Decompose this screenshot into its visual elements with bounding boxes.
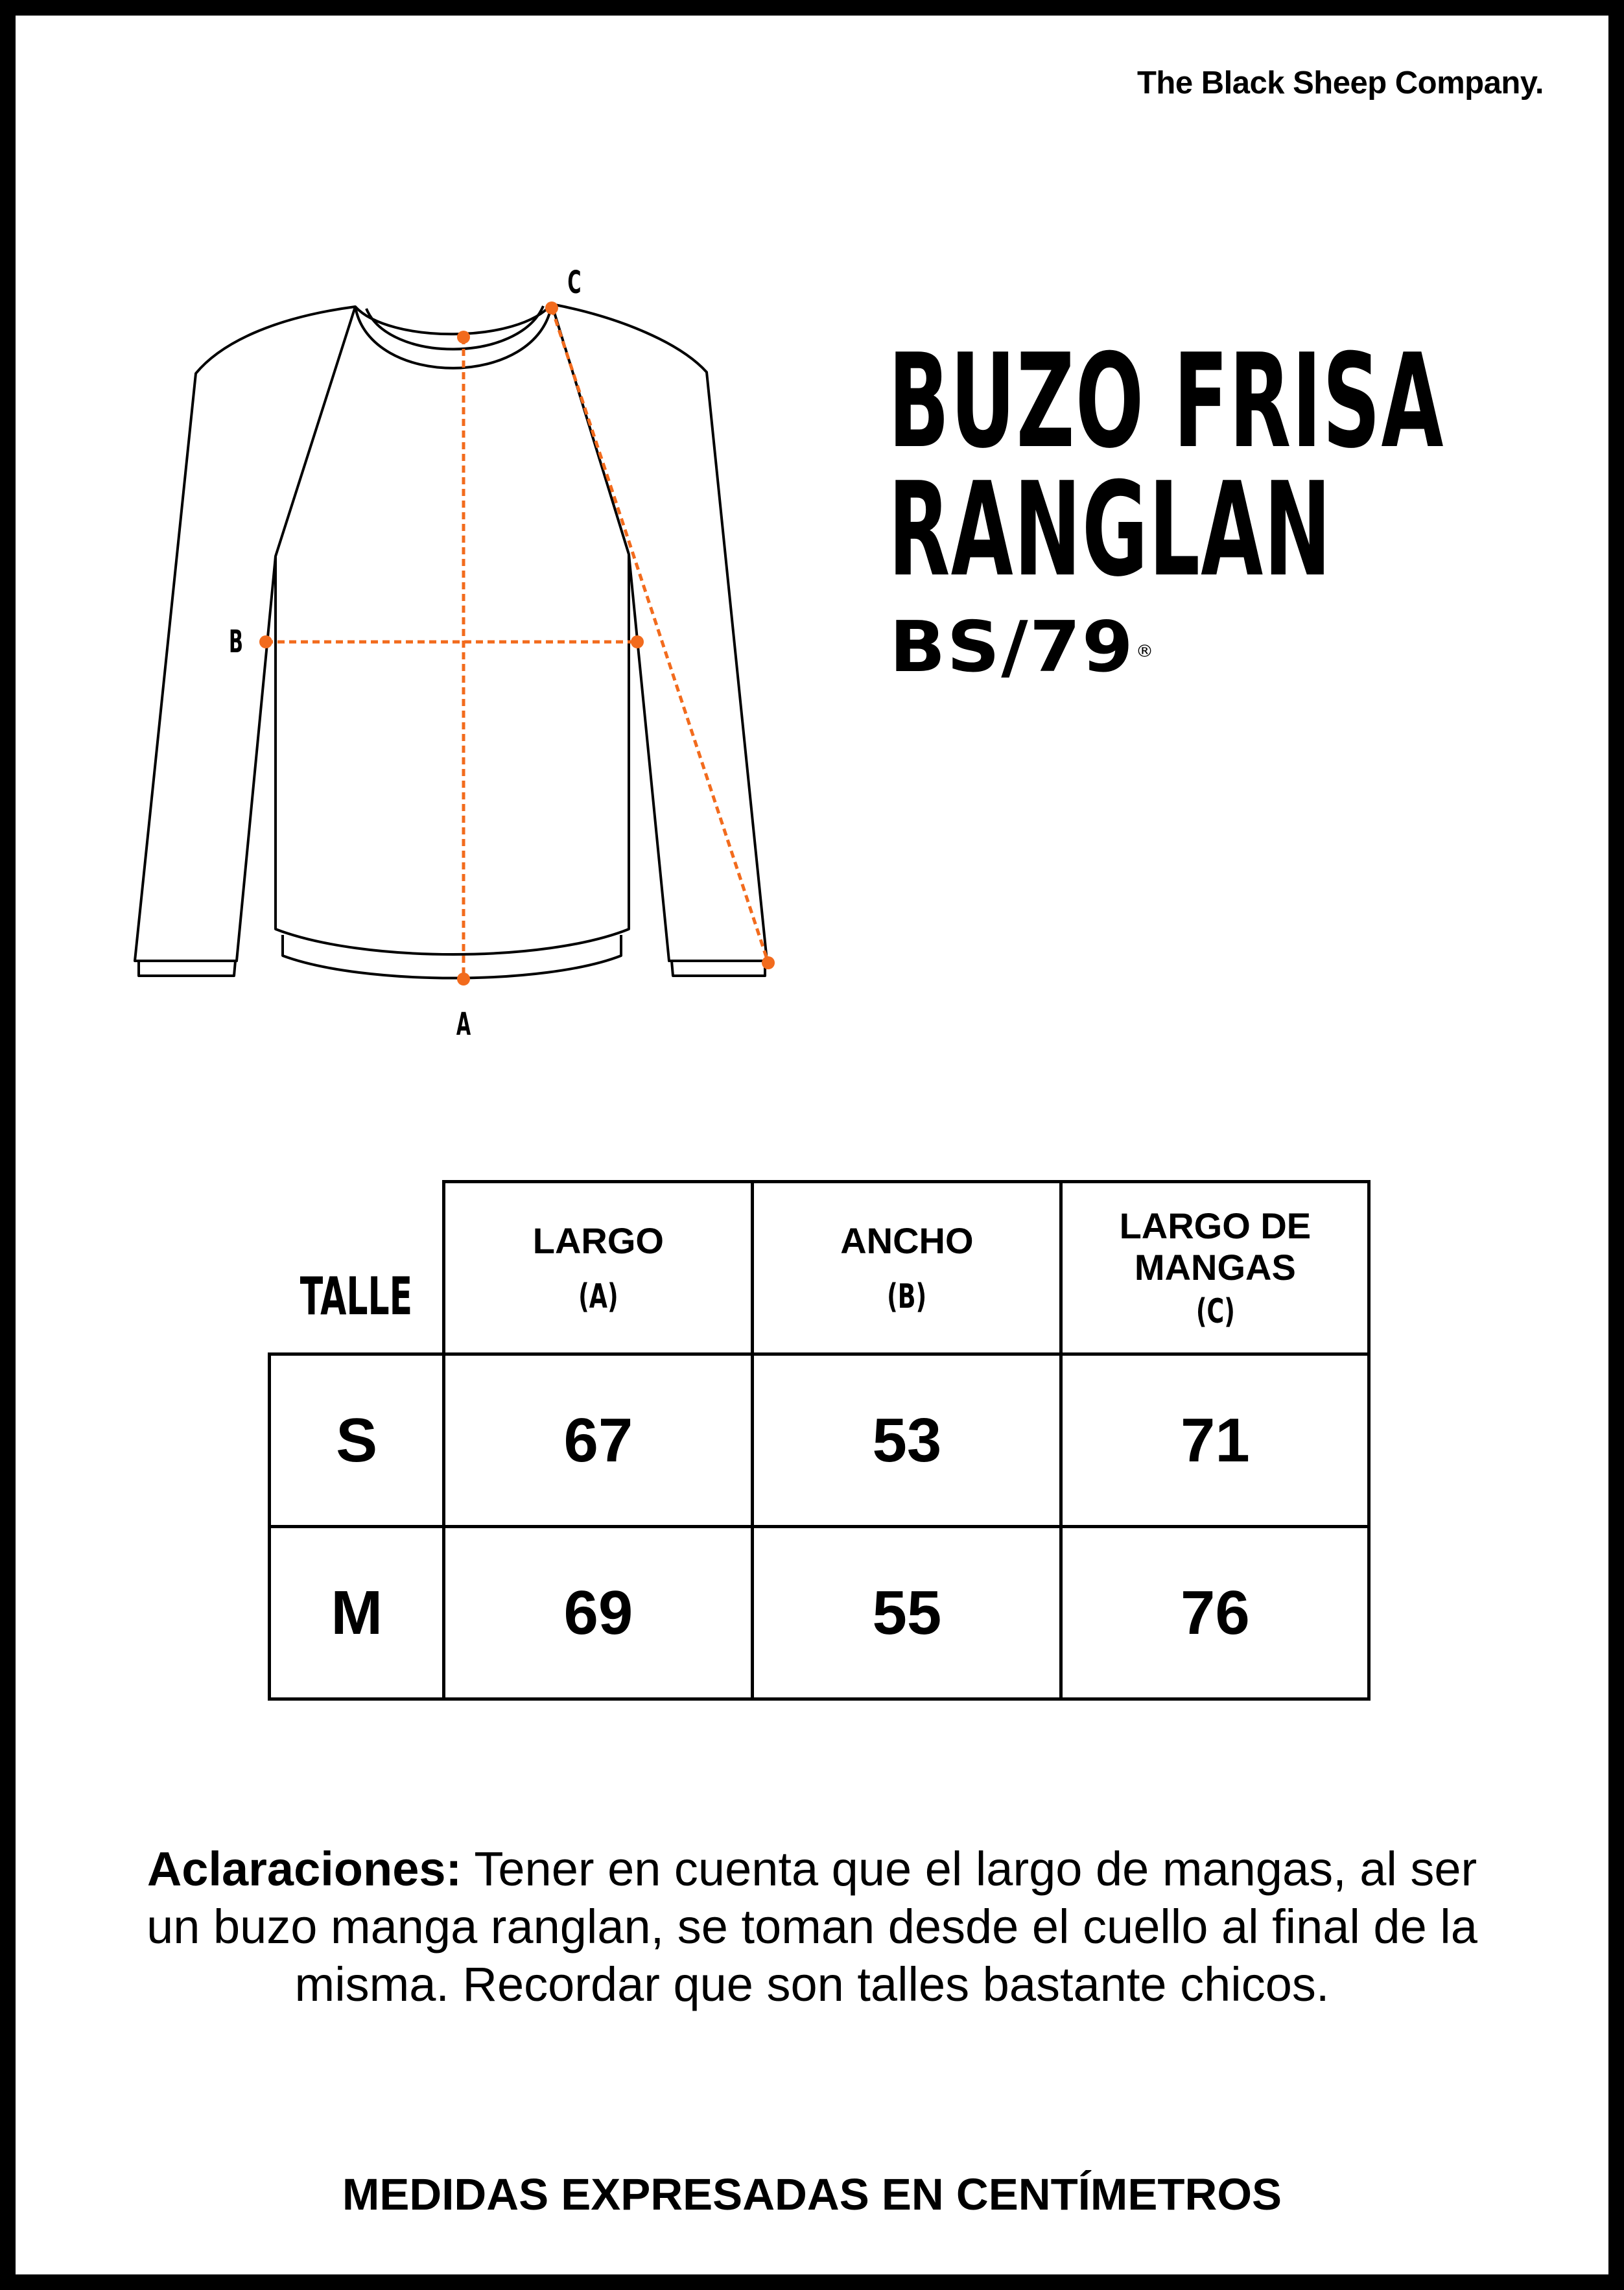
diagram-label-b: B — [229, 624, 243, 660]
size-cell: M — [270, 1527, 444, 1699]
header-largo-label: LARGO — [532, 1220, 664, 1261]
notes-text: Tener en cuenta que el largo de mangas, al ser un buzo manga ranglan, se toman desde el cuello al final de la misma. Recordar que son talles bastante chicos. — [147, 1842, 1477, 2011]
header-mangas-code: (C) — [1195, 1292, 1235, 1331]
units-footer: MEDIDAS EXPRESADAS EN CENTÍMETROS — [342, 2169, 1282, 2219]
point-a-bottom — [457, 973, 470, 986]
size-cell: S — [270, 1354, 444, 1527]
talle-label: TALLE — [300, 1266, 412, 1327]
header-largo-code: (A) — [578, 1277, 618, 1316]
largo-value: 69 — [444, 1527, 753, 1699]
header-ancho-label: ANCHO — [840, 1220, 974, 1261]
header-ancho-code: (B) — [887, 1277, 927, 1316]
header-mangas-label: LARGO DE MANGAS — [1119, 1205, 1312, 1288]
header-ancho — [753, 1182, 1061, 1354]
header-mangas — [1061, 1182, 1369, 1354]
sweater-neck-outer — [355, 304, 552, 368]
size-table-header-row — [270, 1182, 1369, 1354]
diagram-label-a: A — [456, 1006, 471, 1043]
point-c-bottom — [762, 956, 775, 969]
right-cuff — [672, 961, 765, 976]
point-a-top — [457, 331, 470, 344]
brand-name: The Black Sheep Company. — [1137, 65, 1544, 100]
sweater-body — [276, 554, 629, 954]
mangas-value: 71 — [1061, 1354, 1369, 1527]
product-title — [888, 326, 1444, 606]
talle-header-cell — [270, 1182, 444, 1354]
registered-mark: ® — [1135, 642, 1155, 661]
mangas-value: 76 — [1061, 1527, 1369, 1699]
ancho-value: 53 — [753, 1354, 1061, 1527]
product-title-line-1: BUZO FRISA — [888, 326, 1444, 477]
ancho-value: 55 — [753, 1527, 1061, 1699]
size-row-s — [270, 1354, 1369, 1527]
logo-text: BS/79 — [889, 607, 1135, 688]
header-largo — [444, 1182, 753, 1354]
diagram-label-c: C — [567, 265, 582, 301]
point-c-top — [545, 301, 558, 314]
size-row-m — [270, 1527, 1369, 1699]
notes-heading: Aclaraciones: — [147, 1842, 462, 1896]
bs79-logo — [889, 607, 1155, 688]
sweater-hem — [283, 935, 621, 978]
largo-value: 67 — [444, 1354, 753, 1527]
notes-paragraph — [117, 1840, 1507, 2013]
size-table — [268, 1180, 1371, 1701]
point-b-left — [259, 635, 272, 648]
left-cuff — [139, 961, 235, 976]
product-title-line-2: RANGLAN — [888, 454, 1332, 606]
point-b-right — [631, 635, 644, 648]
